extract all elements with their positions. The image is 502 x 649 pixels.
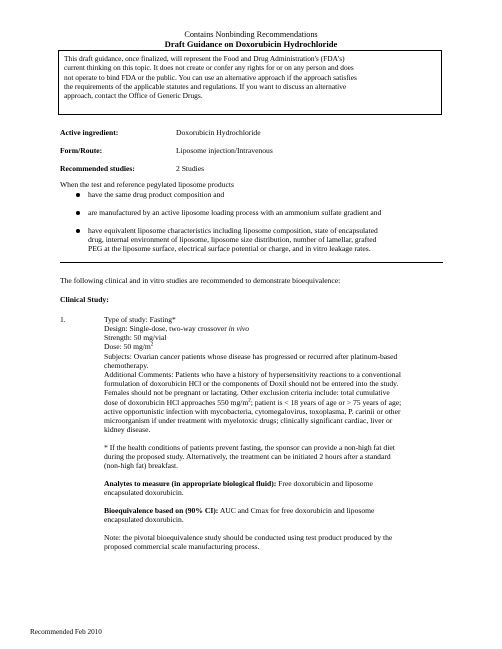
bioequivalence-text: Bioequivalence based on (90% CI): AUC and Cmax for free doxorubicin and liposome (104, 506, 375, 515)
disclaimer-line: the requirements of the applicable statutes and regulations. If you want to discuss an alternative (64, 81, 347, 91)
analytes-text-cont: encapsulated doxorubicin. (104, 488, 184, 497)
intro-text: When the test and reference pegylated liposome products (60, 180, 234, 189)
study-comments-cont: dose of doxorubicin HCl approaches 550 $mg/m^2$; patient is < 18 years of age or > 75 years of age; (104, 398, 402, 407)
form-route-value: Liposome injection/Intravenous (176, 146, 273, 155)
recommended-studies-value: 2 Studies (176, 164, 205, 173)
study-design: Design: Single-dose, two-way crossover in vivo (104, 324, 250, 333)
bullet-item: have the same drug product composition and (88, 190, 225, 199)
disclaimer-box (58, 50, 442, 115)
study-comments-cont: Females should not be pregnant or lactating. Other exclusion criteria include: total cumulative (104, 388, 390, 397)
study-subjects-cont: chemotherapy. (104, 361, 149, 370)
analytes-text: Analytes to measure (in appropriate biological fluid): Free doxorubicin and liposome (104, 479, 373, 488)
study-strength: Strength: 50 mg/vial (104, 333, 167, 342)
disclaimer-line: This draft guidance, once finalized, will represent the Food and Drug Administration's (FDA's) (64, 54, 345, 63)
study-comments-cont: formulation of doxorubicin HCl or the components of Doxil should not be entered into the study. (104, 379, 399, 388)
study-comments-cont: microorganism if under treatment with myelotoxic drugs; clinically significant cardiac, liver or (104, 416, 393, 425)
study-comments-cont: active opportunistic infection with mycobacteria, cytomegalovirus, toxoplasma, P. carinii or other (104, 407, 401, 416)
disclaimer-line: not operate to bind FDA or the public. You can use an alternative approach if the approach satisfies (64, 72, 357, 82)
study-subjects: Subjects: Ovarian cancer patients whose disease has progressed or recurred after platinum-based (104, 352, 398, 361)
clinical-study-heading: Clinical Study: (60, 295, 109, 304)
footer-date: Recommended Feb 2010 (30, 628, 102, 636)
fasting-note-cont: (non-high fat) breakfast. (104, 461, 179, 470)
header-nonbinding: Contains Nonbinding Recommendations (184, 30, 318, 39)
active-ingredient-value: Doxorubicin Hydrochloride (176, 128, 261, 137)
pivotal-note-cont: proposed commercial scale manufacturing process. (104, 542, 260, 551)
disclaimer-line: current thinking on this topic. It does not create or confer any rights for or on any person and does (64, 63, 354, 73)
disclaimer-line: approach, contact the Office of Generic Drugs. (64, 91, 203, 101)
bullet-item: have equivalent liposome characteristics including liposome composition, state of encapsulated (88, 226, 378, 235)
bullet-item-cont: PEG at the liposome surface, electrical surface potential or charge, and in vitro leakage rates. (88, 244, 371, 253)
fasting-note: * If the health conditions of patients prevent fasting, the sponsor can provide a non-high fat diet (104, 443, 395, 452)
study-number: 1. (60, 315, 66, 324)
study-type: Type of study: Fasting* (104, 315, 176, 324)
form-route-label: Form/Route: (60, 146, 103, 155)
study-comments-cont: kidney disease. (104, 425, 151, 434)
bullet-icon (76, 211, 80, 215)
study-dose: Dose: 50 $mg/m^2$ (104, 342, 154, 351)
bullet-item: are manufactured by an active liposome loading process with an ammonium sulfate gradient and (88, 208, 382, 217)
bullet-icon (76, 193, 80, 197)
bullet-icon (76, 229, 80, 233)
pivotal-note: Note: the pivotal bioequivalence study should be conducted using test product produced by the (104, 533, 393, 542)
bioequivalence-text-cont: encapsulated doxorubicin. (104, 515, 184, 524)
recommended-studies-label: Recommended studies: (60, 164, 135, 173)
study-comments: Additional Comments: Patients who have a history of hypersensitivity reactions to a conventional (104, 370, 401, 379)
page-title: Draft Guidance on Doxorubicin Hydrochloride (164, 39, 338, 49)
recommendation-text: The following clinical and in vitro studies are recommended to demonstrate bioequivalence: (60, 276, 341, 285)
fasting-note-cont: during the proposed study. Alternatively, the treatment can be initiated 2 hours after a standard (104, 452, 391, 461)
active-ingredient-label: Active ingredient: (60, 128, 119, 137)
bullet-item-cont: drug, internal environment of liposome, liposome size distribution, number of lamellar, grafted (88, 235, 377, 244)
divider (60, 262, 443, 263)
